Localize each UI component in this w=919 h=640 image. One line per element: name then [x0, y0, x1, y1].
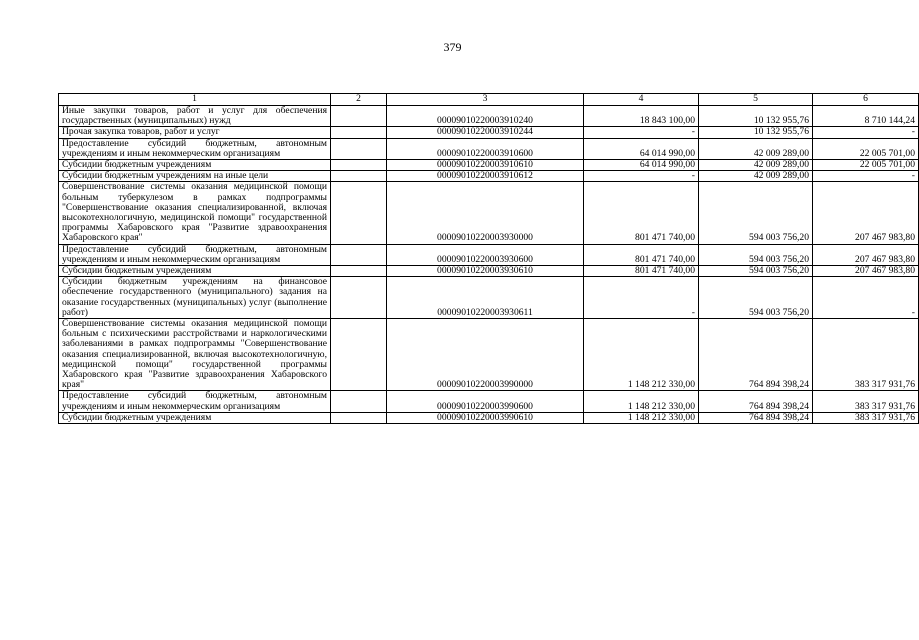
row-value6-cell: 8 710 144,24: [813, 106, 919, 127]
row-name-cell: Совершенствование системы оказания медицинской помощи больным с психическими расстройствами и наркологическими заболеваниями в рамках подпрограммы "Совершенствование оказания специализированной, включая высокотехнологичную, медицинской помощи" государственной программы Хабаровского края "Развитие здравоохранения Хабаровского края": [59, 319, 331, 391]
row-value4-cell: -: [584, 171, 699, 182]
row-col2-cell: [331, 106, 387, 127]
row-value6-cell: 22 005 701,00: [813, 138, 919, 159]
row-code-cell: 00009010220003930600: [387, 244, 584, 265]
column-header: 2: [331, 94, 387, 106]
table-header-row: [59, 94, 919, 106]
row-name-cell: Субсидии бюджетным учреждениям: [59, 266, 331, 277]
row-col2-cell: [331, 412, 387, 423]
row-col2-cell: [331, 319, 387, 391]
row-value6-cell: 207 467 983,80: [813, 266, 919, 277]
row-code-cell: 00009010220003930611: [387, 277, 584, 319]
row-col2-cell: [331, 171, 387, 182]
row-value5-cell: 594 003 756,20: [699, 182, 813, 244]
row-value4-cell: 801 471 740,00: [584, 182, 699, 244]
row-value5-cell: 10 132 955,76: [699, 127, 813, 138]
row-value6-cell: 207 467 983,80: [813, 182, 919, 244]
row-name-cell: Субсидии бюджетным учреждениям на финансовое обеспечение государственного (муниципального) задания на оказание государственных (муниципальных) услуг (выполнение работ): [59, 277, 331, 319]
row-value4-cell: 1 148 212 330,00: [584, 412, 699, 423]
row-col2-cell: [331, 138, 387, 159]
row-value4-cell: 64 014 990,00: [584, 160, 699, 171]
row-col2-cell: [331, 244, 387, 265]
row-value5-cell: 594 003 756,20: [699, 277, 813, 319]
row-name-cell: Субсидии бюджетным учреждениям: [59, 412, 331, 423]
row-value4-cell: 801 471 740,00: [584, 266, 699, 277]
row-value4-cell: 64 014 990,00: [584, 138, 699, 159]
row-code-cell: 00009010220003930610: [387, 266, 584, 277]
row-value5-cell: 42 009 289,00: [699, 160, 813, 171]
row-code-cell: 00009010220003990600: [387, 391, 584, 412]
row-code-cell: 00009010220003990610: [387, 412, 584, 423]
row-value6-cell: -: [813, 127, 919, 138]
row-name-cell: Предоставление субсидий бюджетным, автономным учреждениям и иным некоммерческим организациям: [59, 391, 331, 412]
row-value4-cell: -: [584, 127, 699, 138]
row-value5-cell: 764 894 398,24: [699, 319, 813, 391]
row-value6-cell: -: [813, 171, 919, 182]
row-value5-cell: 764 894 398,24: [699, 391, 813, 412]
row-name-cell: Предоставление субсидий бюджетным, автономным учреждениям и иным некоммерческим организациям: [59, 244, 331, 265]
row-value5-cell: 10 132 955,76: [699, 106, 813, 127]
column-header: 3: [387, 94, 584, 106]
table-row: [59, 244, 919, 265]
row-value4-cell: 1 148 212 330,00: [584, 391, 699, 412]
row-value4-cell: 1 148 212 330,00: [584, 319, 699, 391]
row-col2-cell: [331, 266, 387, 277]
table-row: [59, 127, 919, 138]
row-name-cell: Субсидии бюджетным учреждениям на иные цели: [59, 171, 331, 182]
row-col2-cell: [331, 391, 387, 412]
row-code-cell: 00009010220003910240: [387, 106, 584, 127]
table-row: [59, 391, 919, 412]
column-header: 1: [59, 94, 331, 106]
row-name-cell: Прочая закупка товаров, работ и услуг: [59, 127, 331, 138]
table-row: [59, 412, 919, 423]
row-col2-cell: [331, 160, 387, 171]
row-value5-cell: 42 009 289,00: [699, 171, 813, 182]
row-value6-cell: 383 317 931,76: [813, 319, 919, 391]
table-row: [59, 266, 919, 277]
row-value5-cell: 764 894 398,24: [699, 412, 813, 423]
row-code-cell: 00009010220003910244: [387, 127, 584, 138]
row-col2-cell: [331, 127, 387, 138]
row-value6-cell: 383 317 931,76: [813, 412, 919, 423]
row-value5-cell: 594 003 756,20: [699, 266, 813, 277]
row-value6-cell: -: [813, 277, 919, 319]
row-value4-cell: 801 471 740,00: [584, 244, 699, 265]
row-code-cell: 00009010220003910610: [387, 160, 584, 171]
table-row: [59, 138, 919, 159]
row-value6-cell: 22 005 701,00: [813, 160, 919, 171]
budget-table: [58, 93, 919, 424]
row-code-cell: 00009010220003910612: [387, 171, 584, 182]
column-header: 5: [699, 94, 813, 106]
row-value4-cell: 18 843 100,00: [584, 106, 699, 127]
row-value6-cell: 207 467 983,80: [813, 244, 919, 265]
row-code-cell: 00009010220003990000: [387, 319, 584, 391]
table-row: [59, 319, 919, 391]
row-value6-cell: 383 317 931,76: [813, 391, 919, 412]
table-row: [59, 182, 919, 244]
table-row: [59, 106, 919, 127]
row-name-cell: Иные закупки товаров, работ и услуг для обеспечения государственных (муниципальных) нужд: [59, 106, 331, 127]
row-name-cell: Субсидии бюджетным учреждениям: [59, 160, 331, 171]
row-value5-cell: 42 009 289,00: [699, 138, 813, 159]
row-name-cell: Предоставление субсидий бюджетным, автономным учреждениям и иным некоммерческим организациям: [59, 138, 331, 159]
page-number: 379: [443, 40, 462, 54]
row-value4-cell: -: [584, 277, 699, 319]
row-code-cell: 00009010220003930000: [387, 182, 584, 244]
row-col2-cell: [331, 277, 387, 319]
table-row: [59, 160, 919, 171]
table-row: [59, 277, 919, 319]
table-row: [59, 171, 919, 182]
row-name-cell: Совершенствование системы оказания медицинской помощи больным туберкулезом в рамках подпрограммы "Совершенствование оказания специализированной, включая высокотехнологичную, медицинской помощи" государственной программы Хабаровского края "Развитие здравоохранения Хабаровского края": [59, 182, 331, 244]
row-value5-cell: 594 003 756,20: [699, 244, 813, 265]
row-code-cell: 00009010220003910600: [387, 138, 584, 159]
row-col2-cell: [331, 182, 387, 244]
column-header: 6: [813, 94, 919, 106]
column-header: 4: [584, 94, 699, 106]
